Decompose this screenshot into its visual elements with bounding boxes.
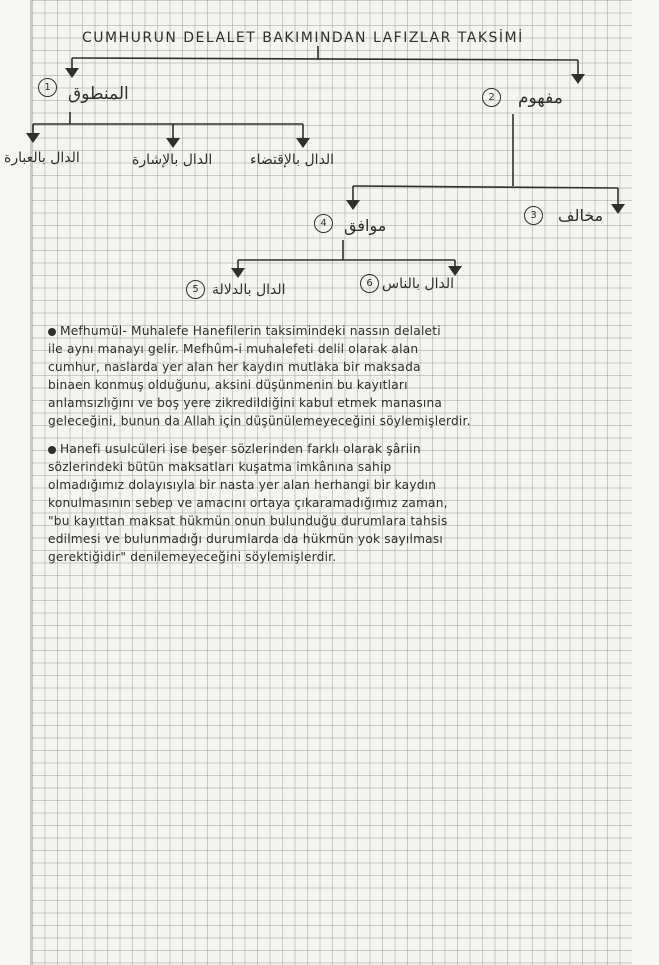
- branch-2-label: مفهوم: [518, 88, 563, 108]
- paragraph-1-line: Mefhumül- Muhalefe Hanefilerin taksimindeki nassın delaleti: [48, 322, 656, 340]
- branch-2a-child-2-label: الدال بالدلالة: [212, 282, 286, 298]
- paragraph-1-line: anlamsızlığını ve boş yere zikredildiğini kabul etmek manasına: [48, 396, 443, 410]
- paragraph-1-line: binaen konmuş olduğunu, aksini düşünmenin bu kayıtları: [48, 378, 408, 392]
- paragraph-2-line: Hanefi usulcüleri ise beşer sözlerinden farklı olarak şâriin: [48, 440, 656, 458]
- paragraph-2-line: "bu kayıttan maksat hükmün onun bulunduğu durumlara tahsis: [48, 514, 448, 528]
- branch-1-child-1: الدال بالعبارة: [4, 150, 80, 166]
- bullet-icon: [48, 328, 56, 336]
- branch-1-label: المنطوق: [68, 84, 129, 104]
- paragraph-1-line: ile aynı manayı gelir. Mefhûm-i muhalefeti delil olarak alan: [48, 342, 419, 356]
- branch-2a-child-2-number: 5: [186, 280, 205, 299]
- branch-2a-child-1-number: 6: [360, 274, 379, 293]
- branch-2a-label: موافق: [344, 216, 387, 235]
- paragraph-1-line: cumhur, naslarda yer alan her kaydın mutlaka bir maksada: [48, 360, 421, 374]
- branch-2a-child-1-label: الدال بالناس: [382, 276, 455, 292]
- branch-2b-number: 3: [524, 206, 543, 225]
- bullet-icon: [48, 446, 56, 454]
- branch-2a-number: 4: [314, 214, 333, 233]
- paragraph-2-line: edilmesi ve bulunmadığı durumlarda da hükmün yok sayılması: [48, 532, 443, 546]
- page-title: CUMHURUN DELALET BAKIMINDAN LAFIZLAR TAKSİMİ: [82, 30, 524, 46]
- paragraph-1: [48, 322, 656, 430]
- branch-2-number: 2: [482, 88, 501, 107]
- paragraph-2-line: konulmasının sebep ve amacını ortaya çıkaramadığımız zaman,: [48, 496, 448, 510]
- branch-1-child-2: الدال بالإشارة: [132, 152, 213, 168]
- paragraph-1-line: geleceğini, bunun da Allah için düşünülemeyeceğini söylemişlerdir.: [48, 414, 471, 428]
- branch-2b-label: مخالف: [558, 206, 604, 225]
- paragraph-2-line: olmadığımız dolayısıyla bir nasta yer alan herhangi bir kaydın: [48, 478, 437, 492]
- branch-1-child-3: الدال بالإقتضاء: [250, 152, 335, 168]
- paragraph-2-line: gerektiğidir" denilemeyeceğini söylemişlerdir.: [48, 550, 337, 564]
- paragraph-2: [48, 440, 656, 566]
- branch-1-number: 1: [38, 78, 57, 97]
- paragraph-2-line: sözlerindeki bütün maksatları kuşatma imkânına sahip: [48, 460, 392, 474]
